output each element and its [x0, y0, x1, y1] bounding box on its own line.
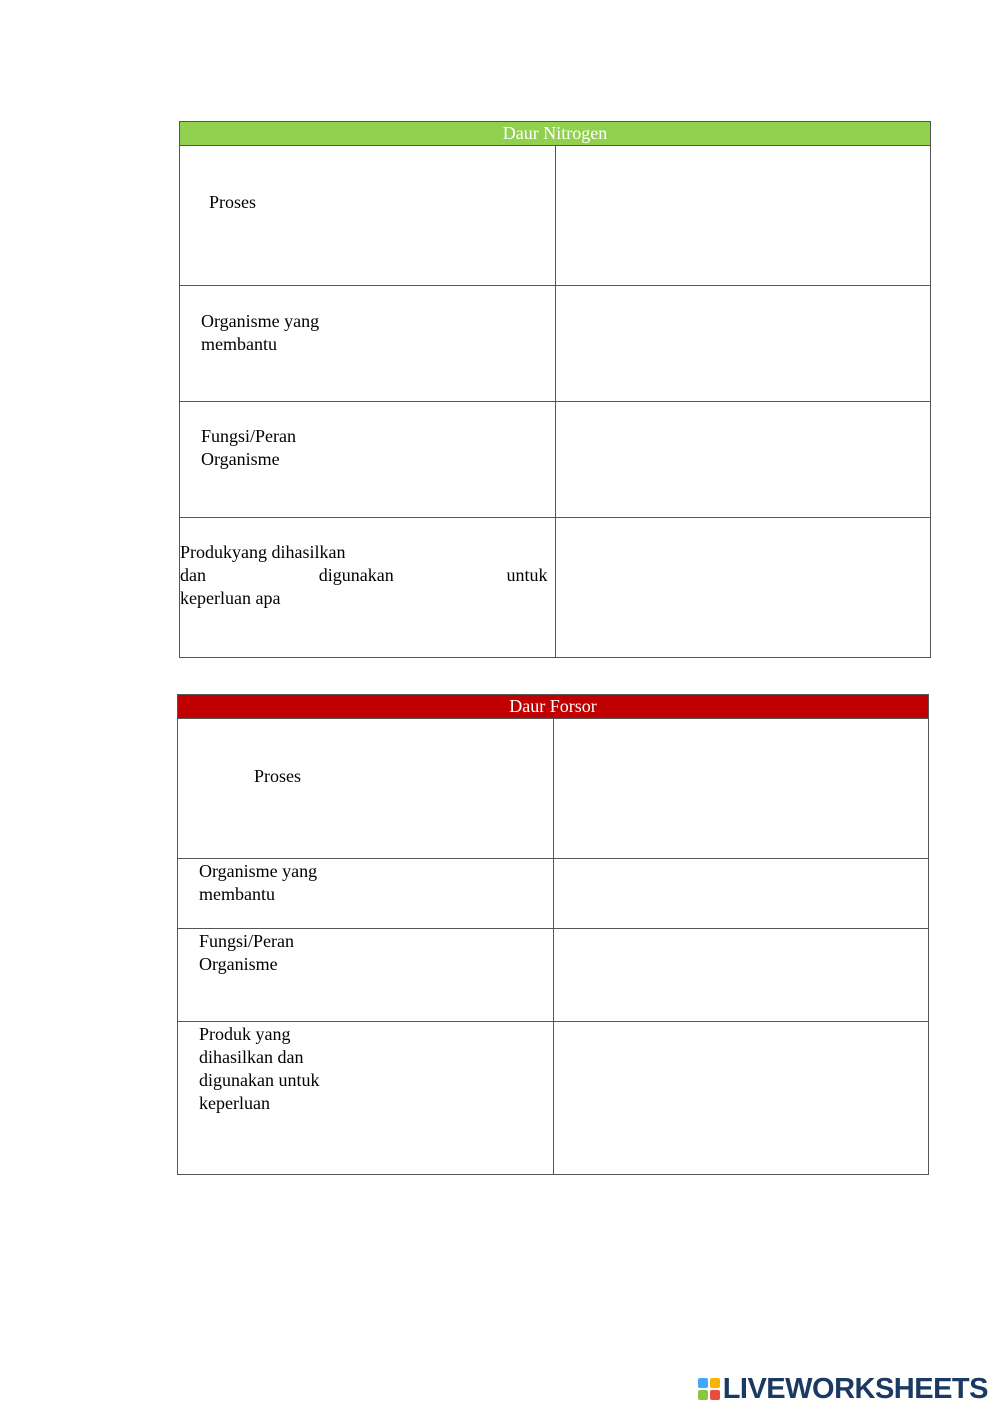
phosphorus-product-label-line3: digunakan untuk: [199, 1070, 320, 1090]
phosphorus-product-answer[interactable]: [553, 1022, 929, 1175]
phosphorus-process-answer[interactable]: [553, 719, 929, 859]
nitrogen-cycle-table: [179, 121, 931, 658]
phosphorus-function-label-cell: [178, 929, 554, 1022]
phosphorus-function-answer[interactable]: [553, 929, 929, 1022]
phosphorus-organism-answer[interactable]: [553, 859, 929, 929]
phosphorus-function-label-line2: Organisme: [199, 954, 278, 974]
liveworksheets-logo-icon: [698, 1378, 720, 1400]
nitrogen-product-label-line3: keperluan apa: [180, 588, 281, 608]
nitrogen-function-answer[interactable]: [555, 402, 931, 518]
phosphorus-process-label-cell: [178, 719, 554, 859]
nitrogen-function-label-line1: Fungsi/Peran: [201, 426, 297, 446]
nitrogen-function-label-line2: Organisme: [201, 449, 280, 469]
phosphorus-organism-label-line2: membantu: [199, 884, 275, 904]
nitrogen-organism-answer[interactable]: [555, 286, 931, 402]
phosphorus-product-label-cell: [178, 1022, 554, 1175]
phosphorus-cycle-table: [177, 694, 929, 1175]
phosphorus-product-label-line4: keperluan: [199, 1093, 270, 1113]
nitrogen-organism-label-line1: Organisme yang: [201, 311, 320, 331]
nitrogen-organism-label-line2: membantu: [201, 334, 277, 354]
liveworksheets-logo-text: LIVEWORKSHEETS: [722, 1372, 988, 1405]
nitrogen-table-header: Daur Nitrogen: [180, 122, 931, 146]
logo-square-green: [698, 1390, 708, 1400]
nitrogen-product-answer[interactable]: [555, 518, 931, 658]
logo-square-yellow: [710, 1378, 720, 1388]
nitrogen-product-label-line2: dan digunakan untuk: [180, 565, 548, 585]
phosphorus-table-header: Daur Forsor: [178, 695, 929, 719]
phosphorus-function-label-line1: Fungsi/Peran: [199, 931, 295, 951]
nitrogen-product-label-line1: Produkyang dihasilkan: [180, 542, 346, 562]
liveworksheets-logo: [698, 1372, 988, 1406]
phosphorus-product-label-line2: dihasilkan dan: [199, 1047, 304, 1067]
phosphorus-organism-label-line1: Organisme yang: [199, 861, 318, 881]
phosphorus-product-label-line1: Produk yang: [199, 1024, 291, 1044]
nitrogen-function-label-cell: [180, 402, 556, 518]
logo-square-red: [710, 1390, 720, 1400]
nitrogen-product-label-cell: [180, 518, 556, 658]
nitrogen-process-label: Proses: [209, 192, 257, 212]
phosphorus-process-label: Proses: [254, 766, 302, 786]
nitrogen-process-answer[interactable]: [555, 146, 931, 286]
phosphorus-organism-label-cell: [178, 859, 554, 929]
logo-square-blue: [698, 1378, 708, 1388]
nitrogen-organism-label-cell: [180, 286, 556, 402]
nitrogen-process-label-cell: [180, 146, 556, 286]
